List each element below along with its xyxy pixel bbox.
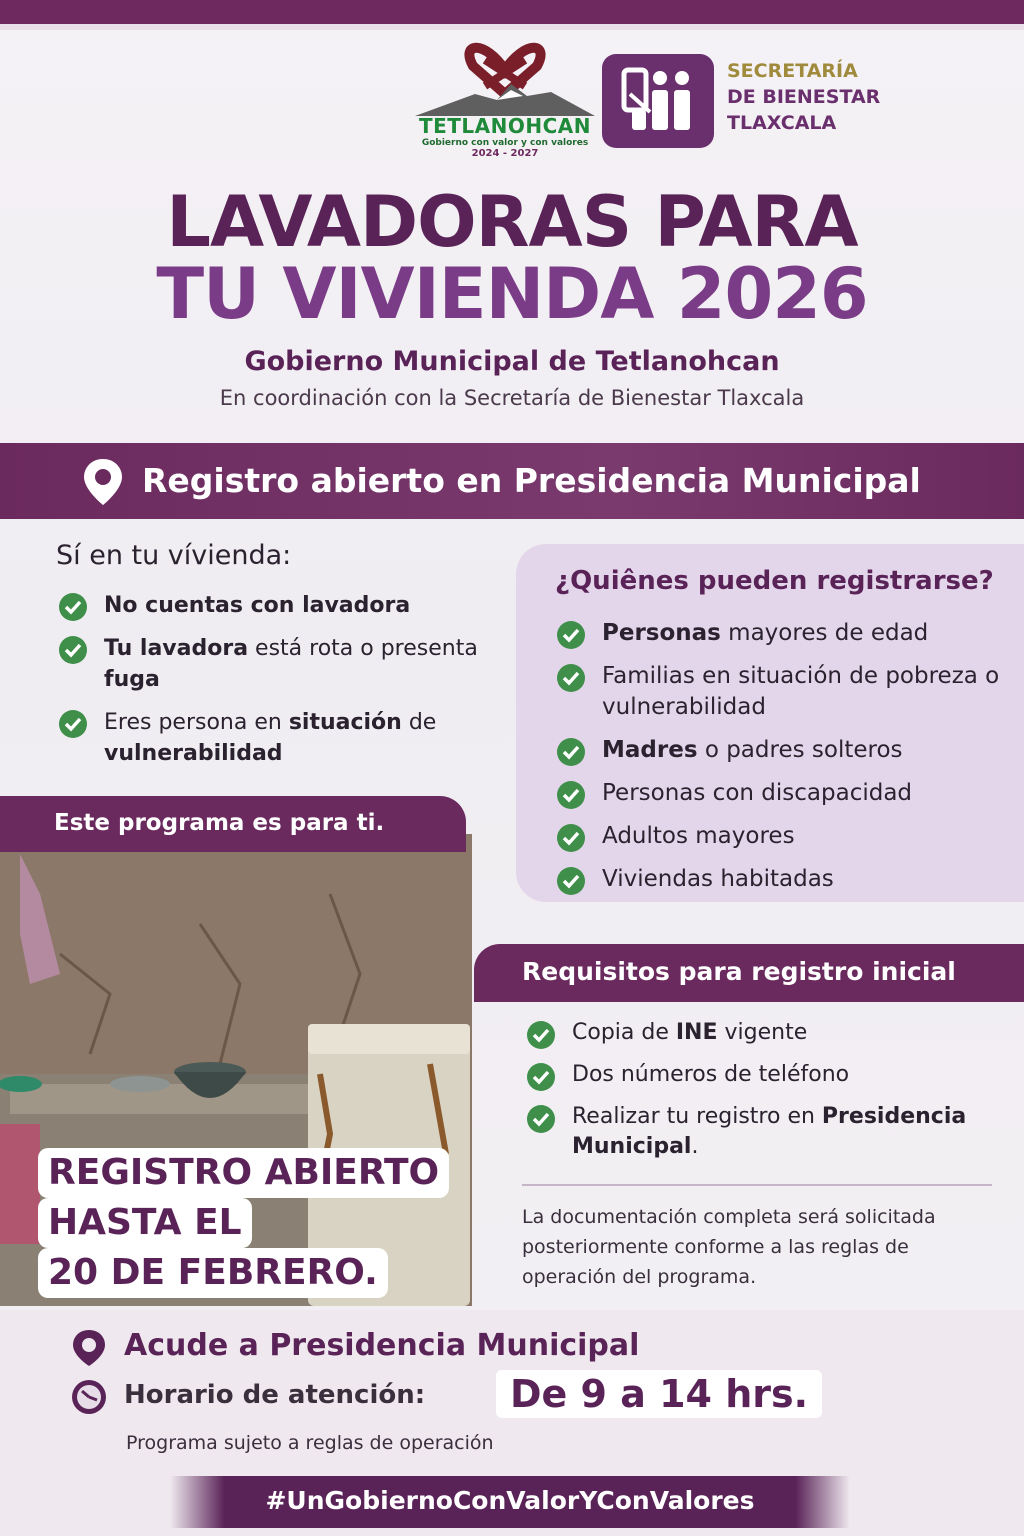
list-item-bold: vulnerabilidad	[104, 741, 283, 766]
list-item	[58, 590, 478, 621]
tetlanohcan-logo-years: 2024 - 2027	[471, 148, 539, 159]
list-item-text: o padres solteros	[697, 737, 903, 763]
acude-text: Acude a Presidencia Municipal	[124, 1328, 640, 1363]
programa-tab-text: Este programa es para ti.	[54, 810, 385, 836]
list-item-text: está rota o presenta	[248, 636, 478, 661]
top-stripe	[0, 0, 1024, 24]
page-title	[0, 181, 1024, 335]
registro-deadline-line2: HASTA EL	[38, 1198, 252, 1248]
list-item-bold: Personas	[602, 620, 721, 646]
check-circle-icon	[58, 592, 88, 622]
check-circle-icon	[556, 780, 586, 810]
requisitos-heading: Requisitos para registro inicial	[522, 957, 956, 986]
list-item	[556, 661, 1016, 723]
list-item	[556, 821, 1016, 852]
registro-deadline	[38, 1148, 449, 1298]
page-subtitle-coordination: En coordinación con la Secretaría de Bienestar Tlaxcala	[219, 386, 805, 410]
clock-icon	[70, 1378, 108, 1416]
registro-deadline-line1: REGISTRO ABIERTO	[38, 1148, 449, 1198]
requisitos-divider	[522, 1184, 992, 1186]
families-logo-icon	[602, 54, 714, 148]
list-item	[526, 1102, 996, 1162]
list-item-text: de	[401, 710, 437, 735]
check-circle-icon	[526, 1062, 556, 1092]
list-item-text: .	[691, 1134, 699, 1159]
hashtag-banner	[170, 1476, 850, 1528]
hashtag-text: #UnGobiernoConValorYConValores	[265, 1486, 755, 1515]
check-circle-icon	[556, 663, 586, 693]
check-circle-icon	[526, 1104, 556, 1134]
check-circle-icon	[556, 823, 586, 853]
list-item	[58, 633, 478, 695]
list-item	[526, 1060, 996, 1090]
secretaria-logo-box	[602, 54, 714, 148]
acude-row	[70, 1328, 640, 1372]
registro-banner	[0, 443, 1024, 519]
vivienda-checklist	[58, 590, 478, 781]
check-circle-icon	[556, 866, 586, 896]
list-item	[556, 735, 1016, 766]
list-item-bold: INE	[675, 1020, 718, 1045]
list-item-text: Realizar tu registro en	[572, 1104, 822, 1129]
list-item-bold: Presidencia Municipal	[572, 1104, 967, 1159]
horario-value: De 9 a 14 hrs.	[496, 1370, 822, 1418]
registro-deadline-line3: 20 DE FEBRERO.	[38, 1248, 388, 1298]
list-item	[556, 618, 1016, 649]
list-item-text: Dos números de teléfono	[572, 1062, 850, 1087]
list-item-text: vigente	[717, 1020, 808, 1045]
list-item-text: Viviendas habitadas	[602, 866, 834, 892]
horario-row	[70, 1378, 426, 1420]
list-item-text: Familias en situación de pobreza o vulnerabilidad	[602, 663, 1000, 720]
check-circle-icon	[556, 737, 586, 767]
secretaria-logo-line1: SECRETARÍA	[727, 60, 858, 82]
tetlanohcan-logo-name: TETLANOHCAN	[418, 114, 592, 138]
list-item-text: Adultos mayores	[602, 823, 795, 849]
check-circle-icon	[58, 709, 88, 739]
list-item-text: Copia de	[572, 1020, 676, 1045]
location-pin-icon	[80, 457, 126, 507]
check-circle-icon	[58, 635, 88, 665]
secretaria-logo-text	[727, 58, 927, 136]
secretaria-logo-line3: TLAXCALA	[727, 112, 837, 134]
eligibility-checklist	[556, 618, 1016, 907]
requisitos-banner	[474, 944, 1024, 1002]
list-item	[556, 864, 1016, 895]
registro-banner-text: Registro abierto en Presidencia Municipal	[142, 461, 921, 500]
secretaria-logo-line2: DE BIENESTAR	[727, 86, 881, 108]
list-item-bold: Tu lavadora	[104, 636, 249, 661]
tetlanohcan-logo-slogan: Gobierno con valor y con valores	[421, 138, 589, 148]
location-pin-icon	[70, 1328, 108, 1368]
page-subtitle: Gobierno Municipal de Tetlanohcan	[244, 346, 780, 377]
vivienda-heading: Sí en tu vívienda:	[56, 540, 292, 571]
programa-tab	[0, 796, 466, 852]
tetlanohcan-logo	[410, 30, 600, 170]
list-item	[58, 707, 478, 769]
list-item-text: Eres persona en	[104, 710, 289, 735]
list-item-bold: Madres	[602, 737, 698, 763]
list-item-text: mayores de edad	[720, 620, 929, 646]
list-item-text: Personas con discapacidad	[602, 780, 913, 806]
list-item-bold: fuga	[104, 667, 160, 692]
list-item	[556, 778, 1016, 809]
reglas-note: Programa sujeto a reglas de operación	[126, 1432, 494, 1454]
requisitos-checklist	[526, 1018, 996, 1174]
heart-knot-mountain-logo-icon	[415, 30, 595, 118]
eligibility-heading: ¿Quiênes pueden registrarse?	[555, 566, 994, 596]
requisitos-note: La documentación completa será solicitada posteriormente conforme a las reglas de operación del programa.	[522, 1206, 936, 1288]
page-title-line1: LAVADORAS PARA	[166, 181, 858, 263]
check-circle-icon	[556, 620, 586, 650]
horario-label: Horario de atención:	[124, 1380, 426, 1410]
list-item-bold: No cuentas con lavadora	[104, 593, 411, 618]
list-item	[526, 1018, 996, 1048]
page-title-line2: TU VIVIENDA 2026	[156, 253, 868, 335]
check-circle-icon	[526, 1020, 556, 1050]
list-item-bold: situación	[288, 710, 402, 735]
